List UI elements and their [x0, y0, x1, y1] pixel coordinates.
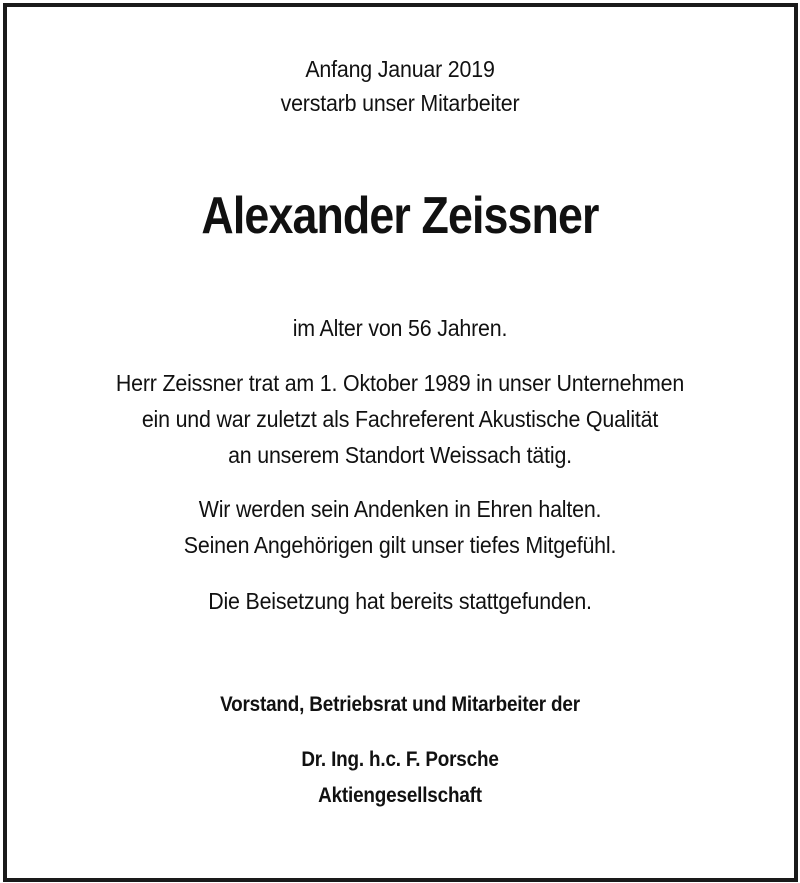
bio-line-1: Herr Zeissner trat am 1. Oktober 1989 in unser Unternehmen: [115, 370, 685, 396]
signature-line: Vorstand, Betriebsrat und Mitarbeiter der: [220, 693, 580, 716]
intro-line-1: Anfang Januar 2019: [305, 56, 495, 82]
bio-line-2: ein und war zuletzt als Fachreferent Akustische Qualität: [141, 406, 659, 432]
company-name-line-1: Dr. Ing. h.c. F. Porsche: [301, 748, 499, 771]
condolence-line-2: Seinen Angehörigen gilt unser tiefes Mitgefühl.: [183, 532, 617, 558]
company-name-line-2: Aktiengesellschaft: [318, 784, 482, 807]
age-line: im Alter von 56 Jahren.: [292, 315, 508, 341]
intro-line-2: verstarb unser Mitarbeiter: [280, 90, 520, 116]
bio-line-3: an unserem Standort Weissach tätig.: [228, 442, 572, 468]
funeral-note: Die Beisetzung hat bereits stattgefunden.: [208, 588, 592, 614]
deceased-name: Alexander Zeissner: [201, 187, 599, 245]
condolence-line-1: Wir werden sein Andenken in Ehren halten.: [198, 496, 602, 522]
